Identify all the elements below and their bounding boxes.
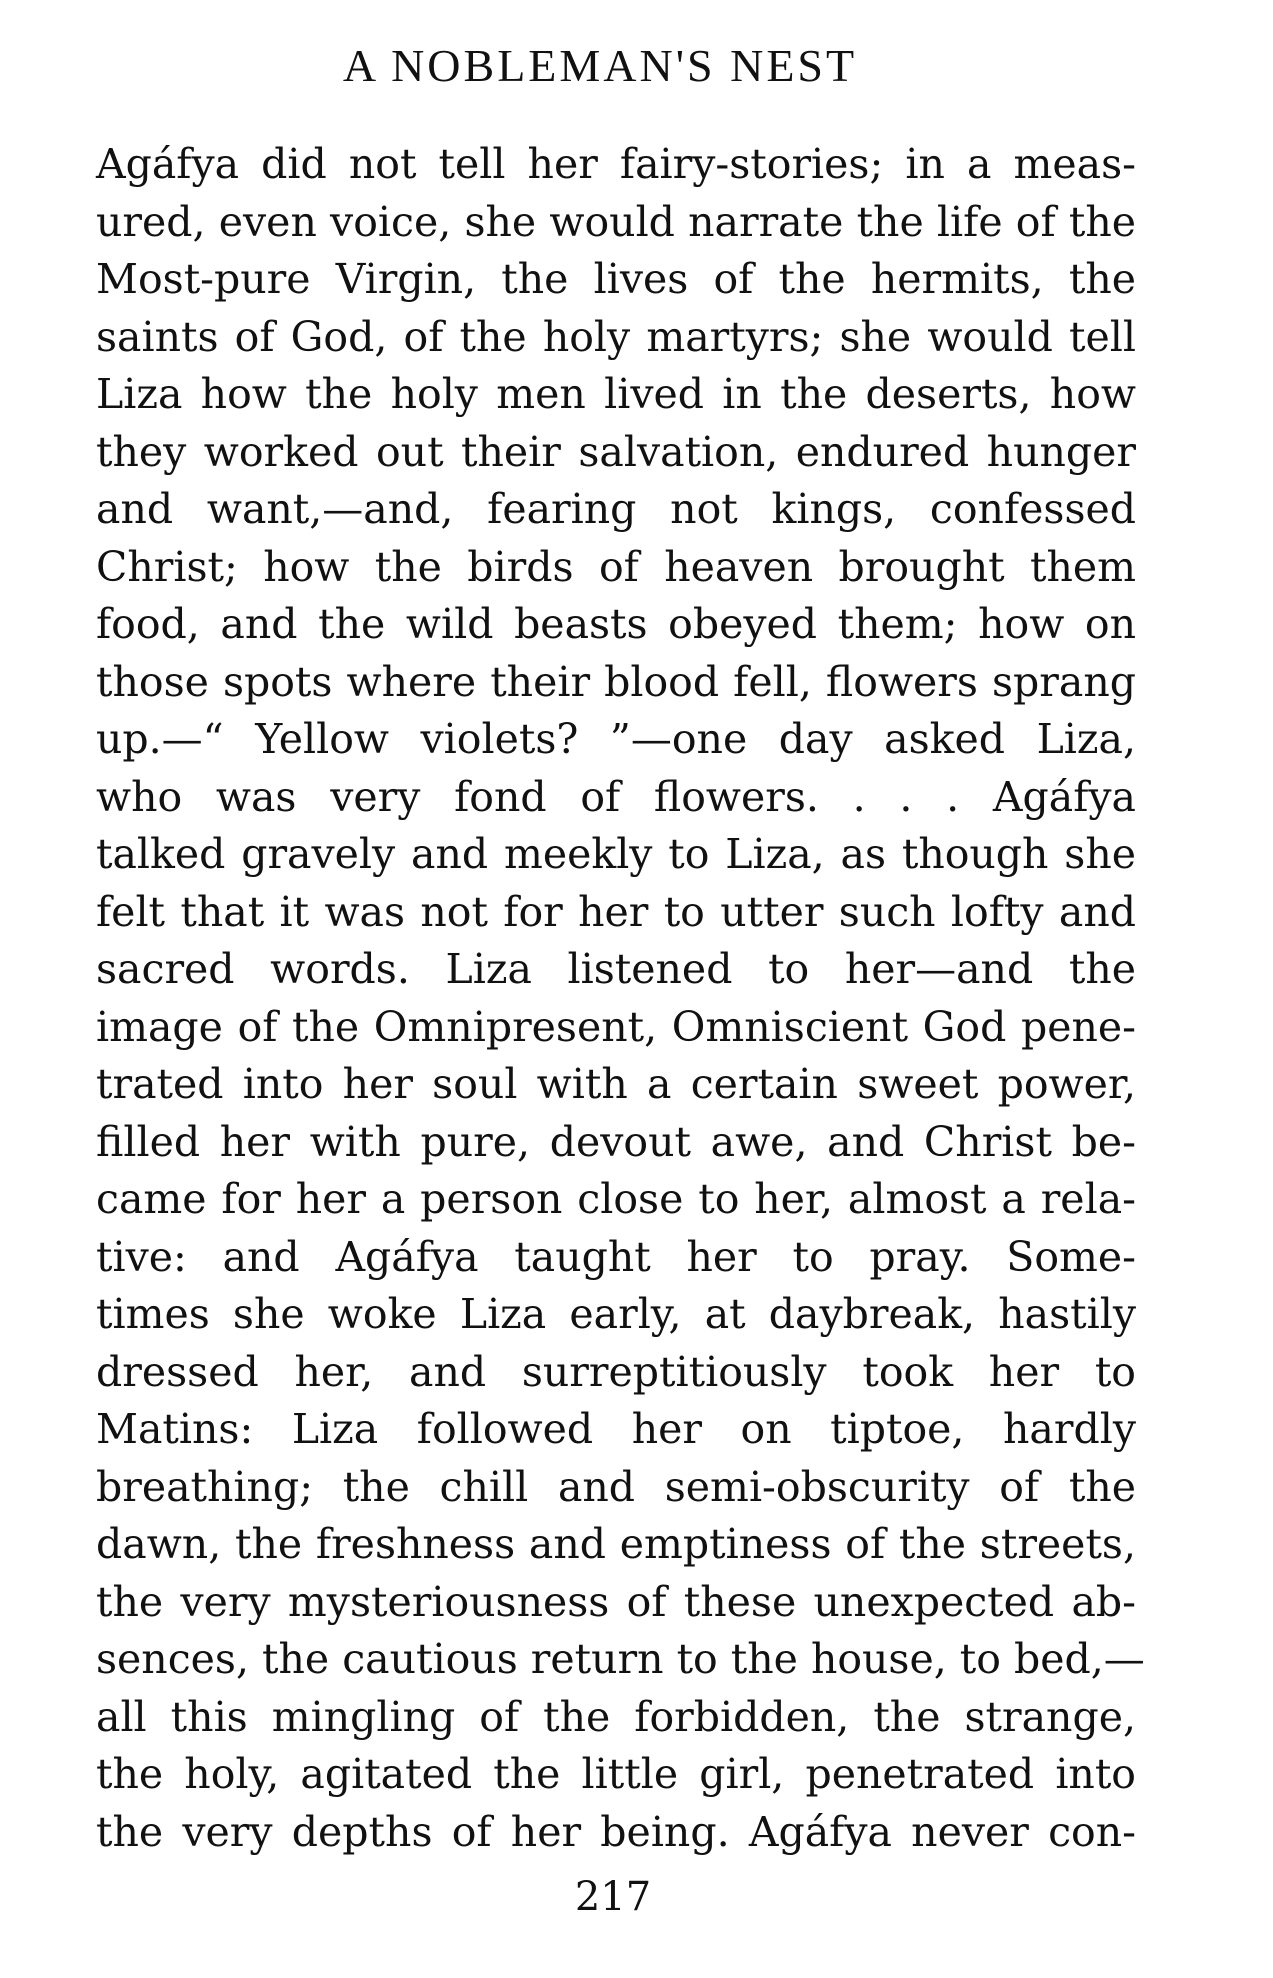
text-line: the very depths of her being. Agáfya never con- <box>96 1807 1136 1856</box>
text-line: all this mingling of the forbidden, the strange, <box>96 1692 1136 1741</box>
text-line: food, and the wild beasts obeyed them; how on <box>96 600 1136 648</box>
text-line: felt that it was not for her to utter such lofty and <box>96 887 1136 936</box>
text-line: trated into her soul with a certain sweet power, <box>96 1060 1136 1108</box>
text-line: dawn, the freshness and emptiness of the streets, <box>96 1520 1136 1568</box>
text-line: tive: and Agáfya taught her to pray. Some- <box>96 1232 1136 1281</box>
text-line: image of the Omnipresent, Omniscient God pene- <box>96 1002 1136 1051</box>
text-line: saints of God, of the holy martyrs; she would tell <box>96 312 1136 361</box>
text-line: the holy, agitated the little girl, penetrated into <box>96 1750 1136 1798</box>
running-title: A NOBLEMAN'S NEST <box>342 40 858 91</box>
text-line: the very mysteriousness of these unexpected ab- <box>96 1577 1136 1626</box>
text-line: sacred words. Liza listened to her—and the <box>96 945 1136 993</box>
text-line: sences, the cautious return to the house, to bed,— <box>96 1635 1145 1683</box>
text-line: breathing; the chill and semi-obscurity of the <box>96 1462 1136 1511</box>
text-line: came for her a person close to her, almost a rela- <box>96 1175 1136 1223</box>
page-number: 217 <box>574 1874 652 1920</box>
text-line: talked gravely and meekly to Liza, as though she <box>96 830 1136 878</box>
text-line: times she woke Liza early, at daybreak, hastily <box>96 1290 1136 1338</box>
text-line: Agáfya did not tell her fairy-stories; in a meas- <box>96 140 1136 188</box>
text-line: Liza how the holy men lived in the deserts, how <box>96 370 1136 418</box>
text-line: who was very fond of flowers. . . . Agáfya <box>96 772 1136 821</box>
text-line: dressed her, and surreptitiously took her to <box>96 1347 1136 1396</box>
text-line: up.—“ Yellow violets? ”—one day asked Liza, <box>96 715 1136 763</box>
text-line: and want,—and, fearing not kings, confessed <box>96 485 1136 533</box>
body-text <box>96 136 1145 1861</box>
text-line: Most-pure Virgin, the lives of the hermits, the <box>96 255 1136 303</box>
text-line: Christ; how the birds of heaven brought them <box>96 542 1136 591</box>
text-line: filled her with pure, devout awe, and Christ be- <box>96 1117 1136 1166</box>
text-line: they worked out their salvation, endured hunger <box>96 427 1136 476</box>
text-line: Matins: Liza followed her on tiptoe, hardly <box>96 1405 1136 1453</box>
text-line: those spots where their blood fell, flowers sprang <box>96 657 1136 706</box>
text-line: ured, even voice, she would narrate the life of the <box>96 197 1136 246</box>
